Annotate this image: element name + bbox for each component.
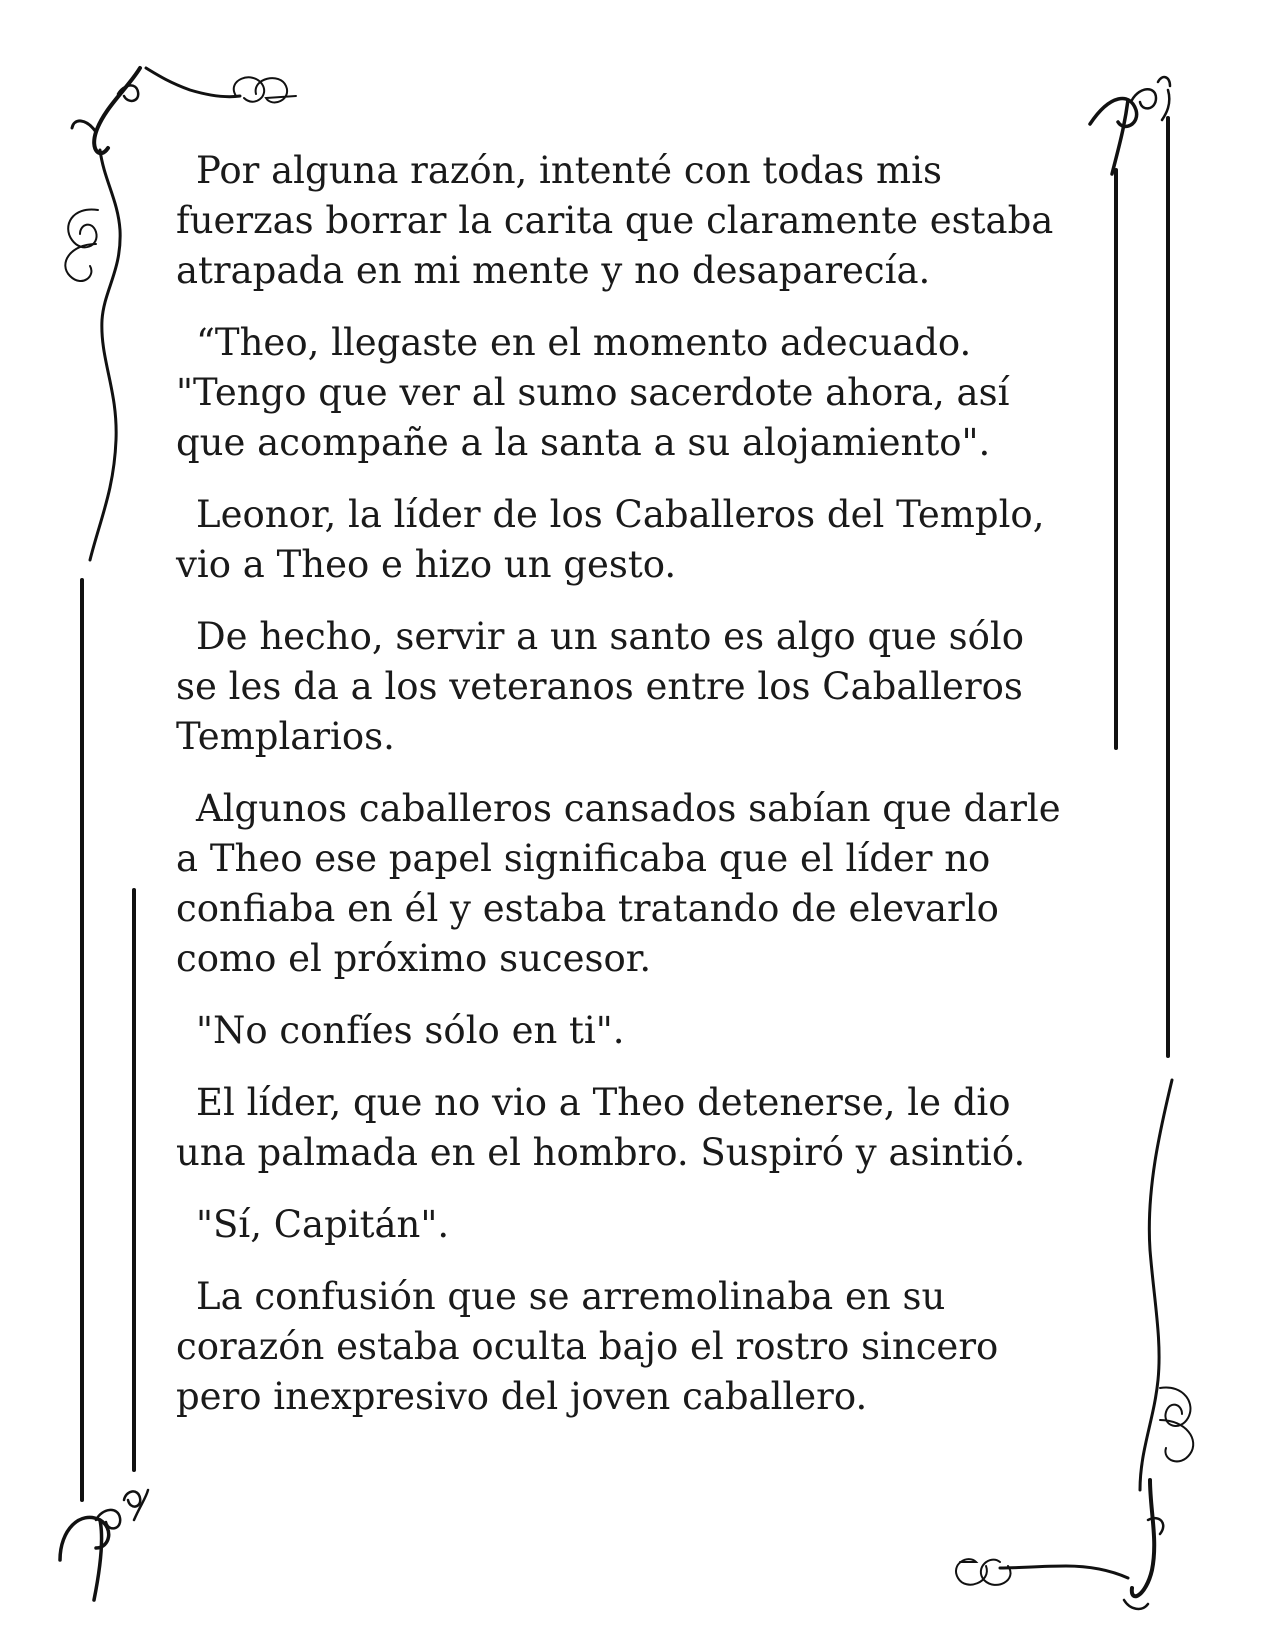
paragraph: "Sí, Capitán". xyxy=(196,1203,450,1246)
flourish-top-right xyxy=(1090,77,1170,174)
paragraph: Por alguna razón, intenté con todas mis fuerzas borrar la carita que claramente estaba atrapada en mi mente y no desaparecía. xyxy=(176,149,1054,292)
paragraph: De hecho, servir a un santo es algo que sólo se les da a los veteranos entre los Caballeros Templarios. xyxy=(176,615,1024,758)
flourish-bottom-left xyxy=(60,1490,148,1600)
paragraph: "No confíes sólo en ti". xyxy=(196,1009,625,1052)
story-text xyxy=(176,146,1096,1444)
paragraph: La confusión que se arremolinaba en su corazón estaba oculta bajo el rostro sincero pero inexpresivo del joven caballero. xyxy=(176,1275,999,1418)
paragraph: Leonor, la líder de los Caballeros del Templo, vio a Theo e hizo un gesto. xyxy=(176,493,1045,586)
paragraph: Algunos caballeros cansados sabían que darle a Theo ese papel significaba que el líder no confiaba en él y estaba tratando de elevarlo como el próximo sucesor. xyxy=(176,787,1061,980)
paragraph: El líder, que no vio a Theo detenerse, le dio una palmada en el hombro. Suspiró y asintió. xyxy=(176,1081,1026,1174)
paragraph: “Theo, llegaste en el momento adecuado. "Tengo que ver al sumo sacerdote ahora, así que acompañe a la santa a su alojamiento". xyxy=(176,321,1010,464)
